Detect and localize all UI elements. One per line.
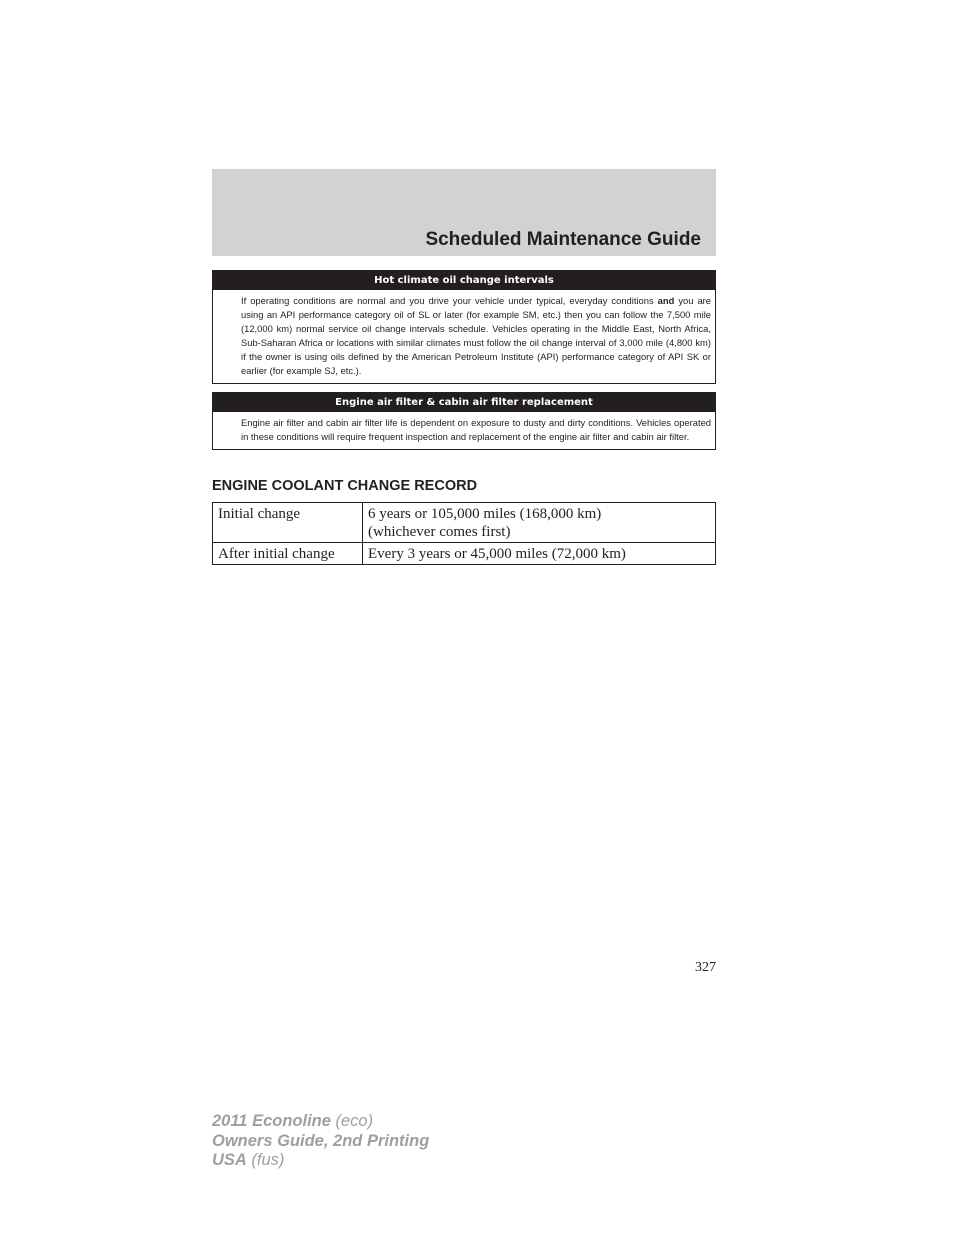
footer-model: 2011 Econoline	[212, 1112, 331, 1130]
chapter-header-band	[212, 169, 716, 256]
coolant-row-label: Initial change	[213, 503, 363, 543]
coolant-change-table	[212, 502, 716, 565]
hot-climate-text-part2: you are using an API performance category oil of SL or later (for example SM, etc.) then you can follow the 7,500 mile (12,000 km) normal service oil change intervals schedule. Vehicles operating in the Middle East, North Africa, Sub-Saharan Africa or locations with similar climates must follow the oil change interval of 3,000 mile (4,800 km) if the owner is using oils defined by the American Petroleum Institute (API) performance category of API SK or earlier (for example SJ, etc.).	[241, 295, 711, 376]
hot-climate-oil-box	[212, 270, 716, 384]
table-row	[213, 503, 716, 543]
table-row	[213, 543, 716, 565]
document-footer	[212, 1112, 429, 1171]
footer-market-code: (fus)	[246, 1151, 285, 1169]
coolant-row-label: After initial change	[213, 543, 363, 565]
air-filter-heading: Engine air filter & cabin air filter replacement	[213, 393, 715, 412]
footer-line-2: Owners Guide, 2nd Printing	[212, 1131, 430, 1150]
hot-climate-bold-and: and	[657, 295, 675, 306]
coolant-row-value	[363, 503, 716, 543]
hot-climate-oil-text	[213, 290, 715, 383]
page-number: 327	[695, 960, 716, 975]
hot-climate-text-part1: If operating conditions are normal and you drive your vehicle under typical, everyday conditions	[241, 295, 658, 306]
chapter-title: Scheduled Maintenance Guide	[425, 229, 701, 250]
footer-model-code: (eco)	[330, 1112, 374, 1130]
air-filter-box	[212, 392, 716, 450]
coolant-value-line: (whichever comes first)	[368, 524, 511, 540]
coolant-value-line: 6 years or 105,000 miles (168,000 km)	[368, 506, 602, 522]
footer-line-1	[212, 1112, 429, 1132]
footer-market: USA	[212, 1151, 247, 1169]
coolant-section-heading: ENGINE COOLANT CHANGE RECORD	[212, 478, 478, 494]
coolant-row-value: Every 3 years or 45,000 miles (72,000 km)	[363, 543, 716, 565]
hot-climate-oil-heading: Hot climate oil change intervals	[213, 271, 715, 290]
air-filter-text: Engine air filter and cabin air filter life is dependent on exposure to dusty and dirty conditions. Vehicles operated in these conditions will require frequent inspection and replacement of the engine air filter and cabin air filter.	[241, 417, 711, 442]
footer-line-3	[212, 1151, 429, 1171]
